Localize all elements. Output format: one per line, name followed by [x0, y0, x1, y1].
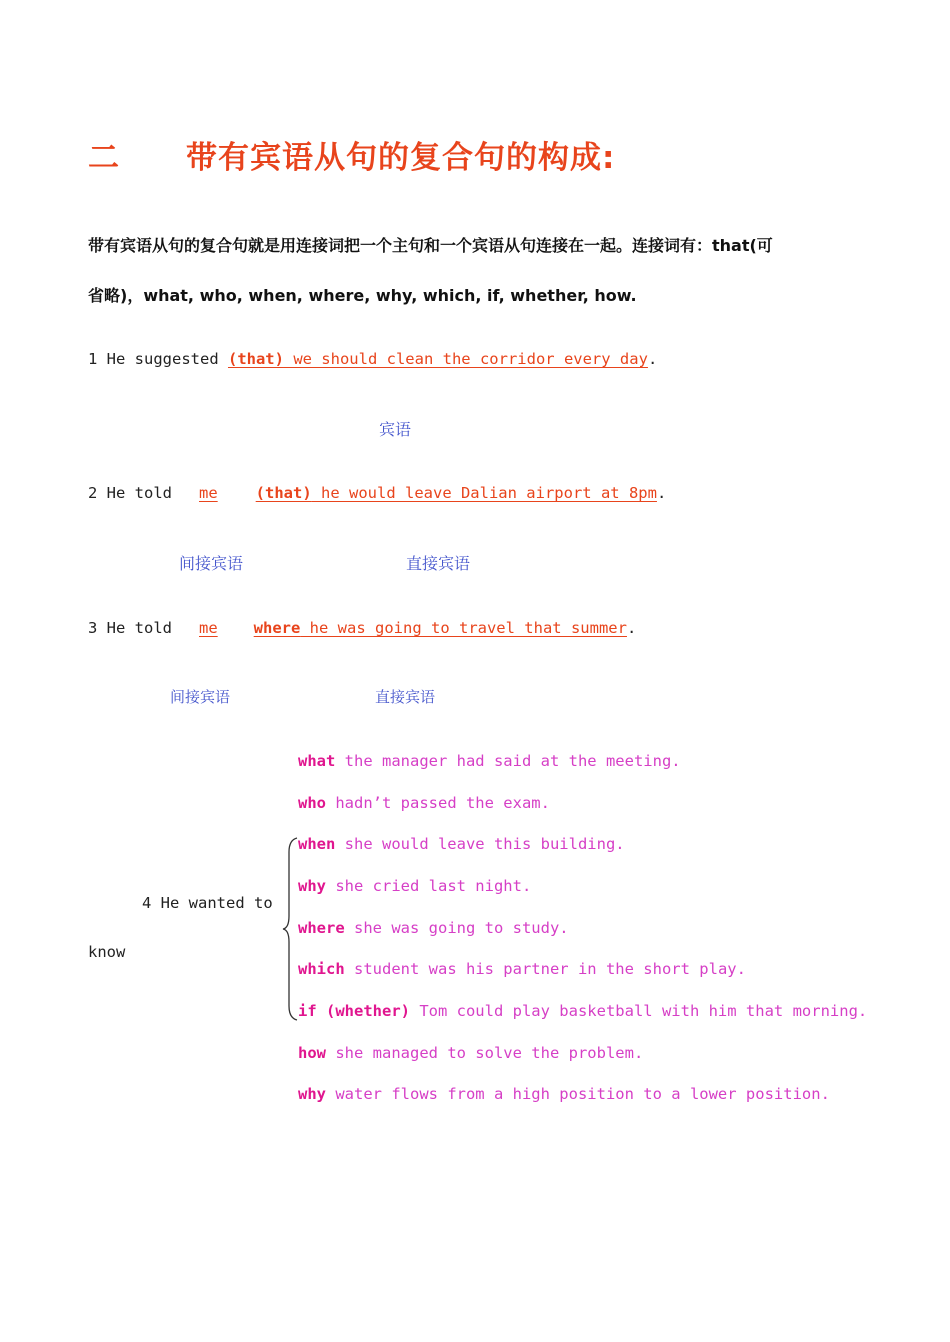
example-4-stem-line-2: know: [88, 943, 126, 961]
section-heading: [88, 132, 615, 177]
option-why: why she cried last night.: [298, 877, 532, 895]
example-4-stem-line-1: 4 He wanted to: [142, 894, 273, 912]
example-2-label-indirect: 间接宾语: [179, 554, 244, 573]
option-how: how she managed to solve the problem.: [298, 1044, 644, 1062]
example-3: 3 He told me where he was going to travel that summer.: [88, 619, 637, 637]
example-3-label-direct: 直接宾语: [375, 688, 436, 706]
example-3-label-indirect: 间接宾语: [170, 688, 231, 706]
option-why-water: why water flows from a high position to a lower position.: [298, 1085, 830, 1103]
example-1-object-clause: (that) we should clean the corridor every day: [227, 350, 648, 368]
example-2: 2 He told me (that) he would leave Dalian airport at 8pm.: [88, 484, 667, 502]
option-what: what the manager had said at the meeting.: [298, 752, 681, 770]
example-1-prefix: 1 He suggested: [88, 350, 228, 368]
example-2-direct-object: (that) he would leave Dalian airport at 8pm: [255, 484, 657, 502]
section-number: 二: [88, 140, 120, 176]
option-if-whether: if (whether) Tom could play basketball with him that morning.: [298, 1002, 868, 1020]
example-2-indirect-object: me: [199, 484, 218, 502]
option-who: who hadn’t passed the exam.: [298, 794, 550, 812]
example-3-indirect-object: me: [199, 619, 218, 637]
option-where: where she was going to study.: [298, 919, 569, 937]
option-which: which student was his partner in the short play.: [298, 960, 746, 978]
section-title: 带有宾语从句的复合句的构成:: [186, 140, 616, 176]
left-brace-icon: [281, 836, 299, 1022]
example-1-label-object: 宾语: [379, 420, 412, 439]
intro-line-2: 省略)，what, who, when, where, why, which, if, whether, how.: [88, 286, 637, 305]
example-2-label-direct: 直接宾语: [406, 554, 471, 573]
example-1: 1 He suggested (that) we should clean the corridor every day.: [88, 350, 658, 368]
example-2-prefix: 2 He told: [88, 484, 172, 502]
option-when: when she would leave this building.: [298, 835, 625, 853]
intro-line-1: 带有宾语从句的复合句就是用连接词把一个主句和一个宾语从句连接在一起。连接词有：that(可: [88, 236, 773, 255]
example-3-direct-object: where he was going to travel that summer: [253, 619, 627, 637]
example-3-prefix: 3 He told: [88, 619, 172, 637]
